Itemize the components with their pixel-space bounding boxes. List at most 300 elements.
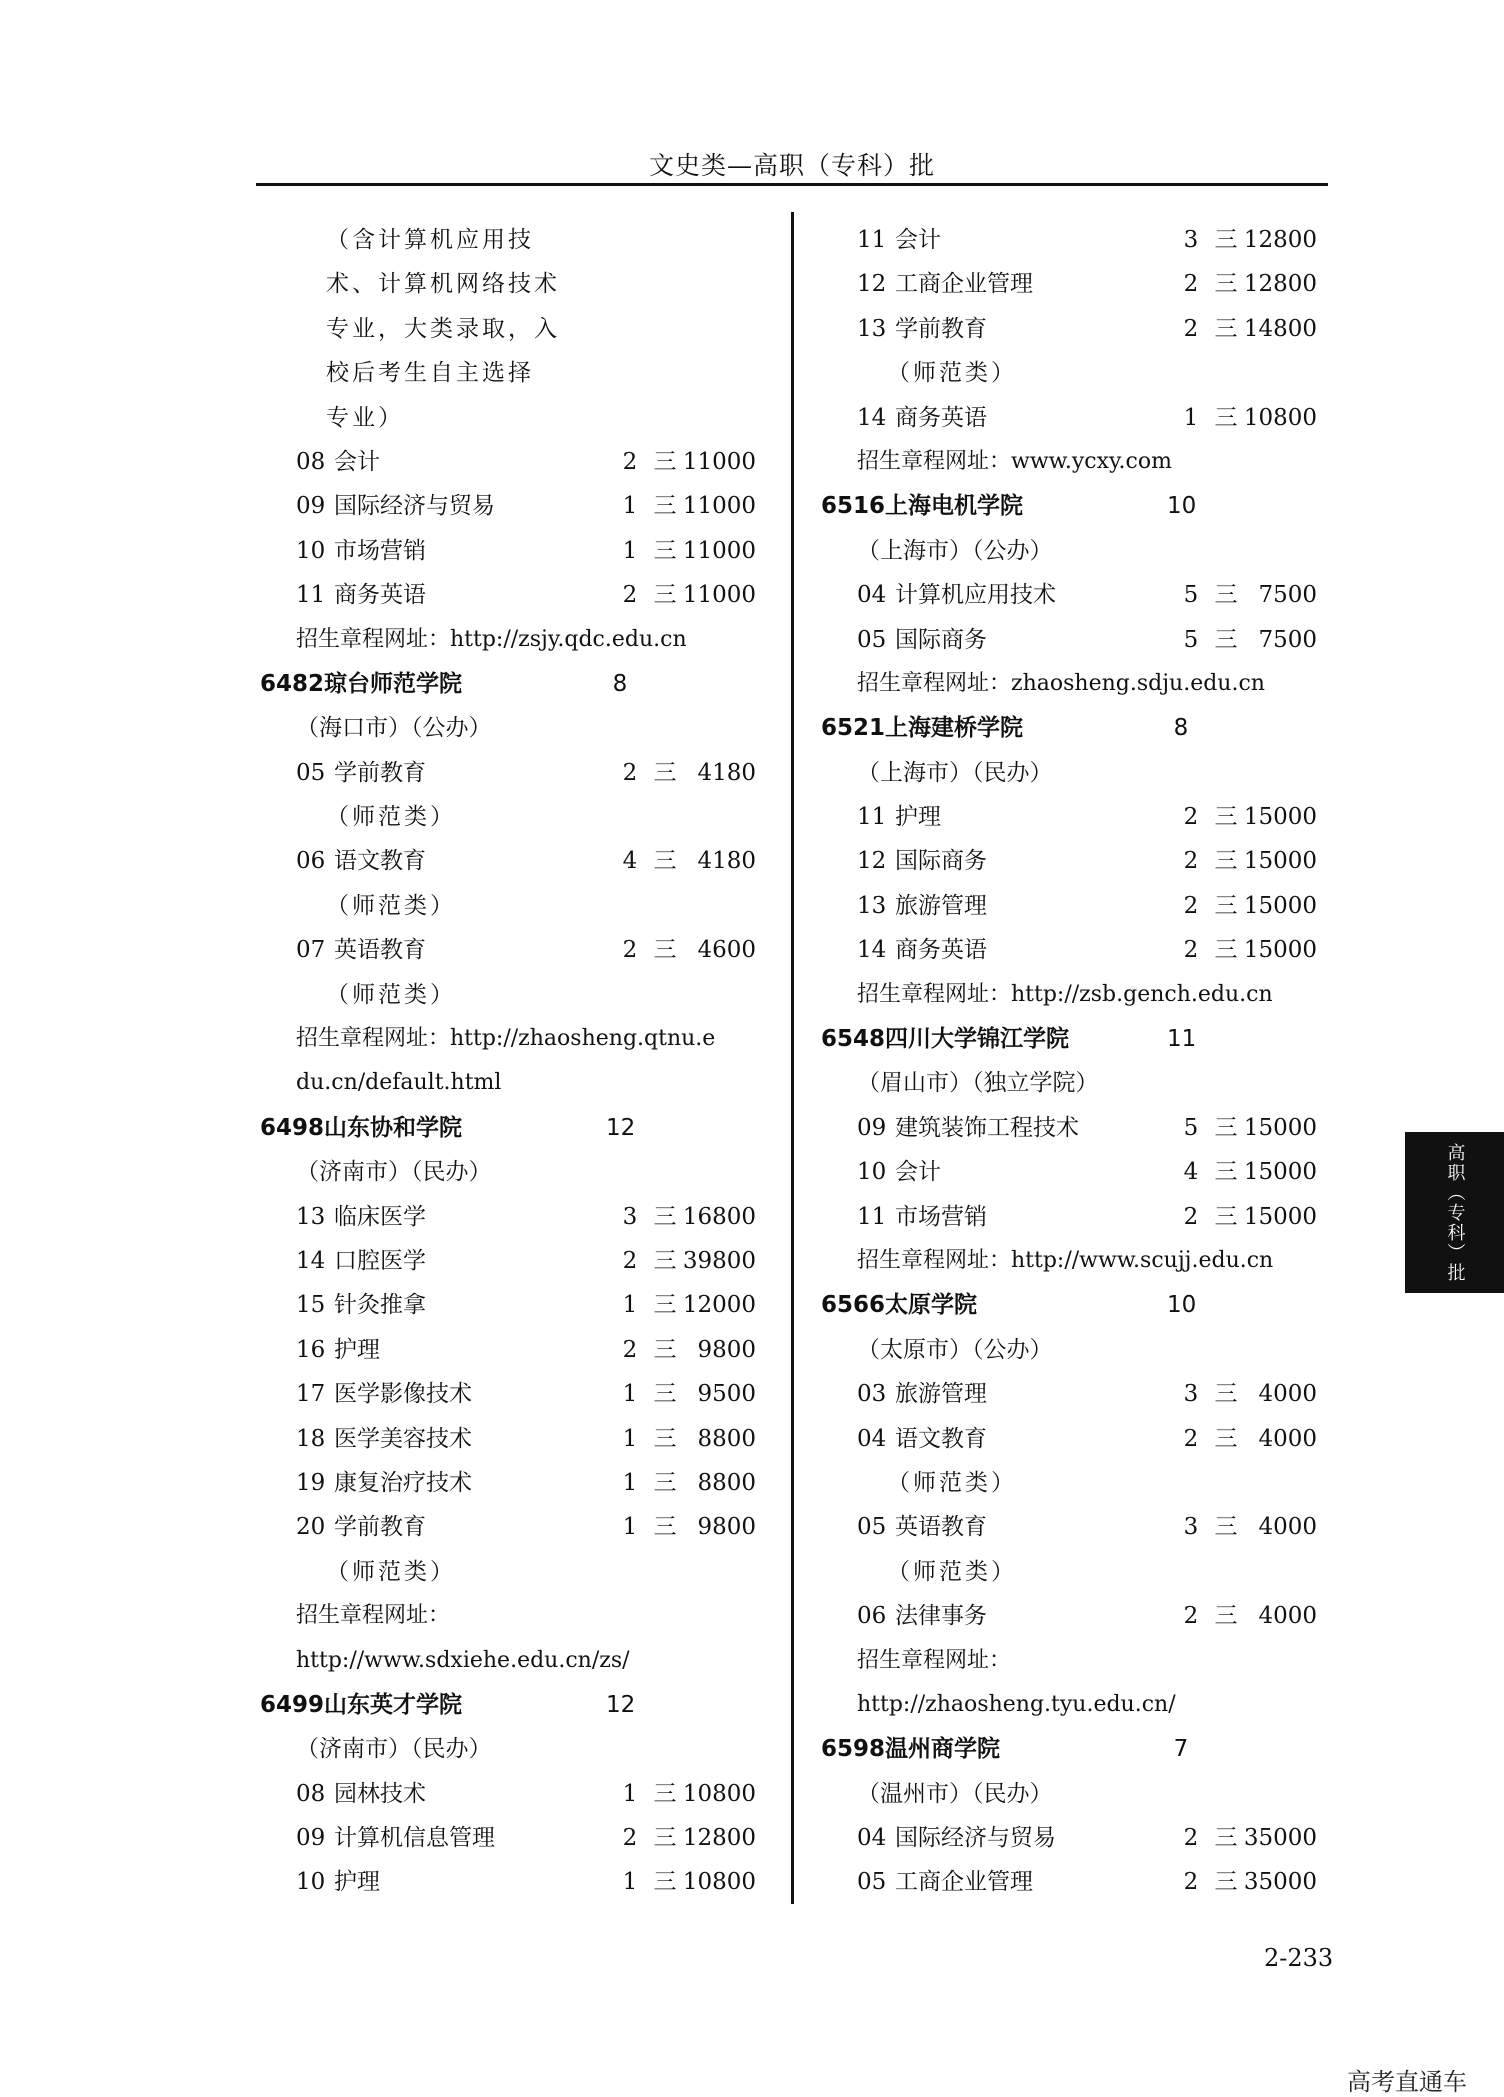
major-note: [817, 351, 1357, 395]
tuition-fee: 12800: [682, 1825, 756, 1852]
institution-location: [817, 751, 1357, 795]
major-row: [817, 218, 1357, 262]
tuition-fee: 12800: [1243, 227, 1317, 253]
major-code: 05: [857, 626, 887, 653]
plan-count: 1: [622, 1780, 638, 1807]
institution-location: [817, 1772, 1357, 1816]
study-years: 三: [1214, 271, 1238, 298]
tuition-fee: 15000: [1243, 1114, 1317, 1141]
major-code: 08: [296, 448, 326, 475]
study-years: 三: [1214, 892, 1238, 919]
institution-code: 6521: [821, 715, 886, 742]
major-note: [256, 218, 796, 262]
major-row: [817, 618, 1357, 662]
institution-location: [817, 1061, 1357, 1105]
institution-code: 6498: [260, 1114, 325, 1141]
major-note: [256, 351, 796, 395]
institution-row: [817, 484, 1357, 528]
major-code: 10: [296, 1869, 326, 1896]
major-note: [256, 795, 796, 839]
study-years: 三: [653, 848, 677, 875]
study-years: 三: [653, 1292, 677, 1319]
major-code: 16: [296, 1336, 326, 1363]
major-row: [256, 573, 796, 617]
study-years: 三: [653, 1381, 677, 1408]
major-name: 计算机信息管理: [334, 1825, 495, 1852]
page-number: 2-233: [1264, 1944, 1334, 1972]
study-years: 三: [1214, 804, 1238, 831]
institution-name: 山东协和学院: [324, 1114, 462, 1141]
major-row: [256, 839, 796, 883]
note-text: （师范类）: [887, 360, 1017, 387]
admissions-url: [817, 1683, 1357, 1727]
note-text: （含计算机应用技: [326, 227, 534, 253]
major-row: [817, 1594, 1357, 1638]
institution-row: [256, 662, 796, 706]
major-code: 08: [296, 1780, 326, 1807]
major-name: 医学影像技术: [334, 1381, 472, 1408]
note-text: （师范类）: [326, 892, 456, 919]
major-name: 语文教育: [895, 1425, 987, 1452]
note-text: （师范类）: [887, 1469, 1017, 1496]
major-code: 04: [857, 1425, 887, 1452]
institution-code: 6516: [821, 493, 886, 520]
major-name: 商务英语: [334, 582, 426, 609]
admissions-url: [256, 1594, 796, 1638]
plan-count: 1: [622, 537, 638, 564]
major-row: [817, 1195, 1357, 1239]
study-years: 三: [1214, 1203, 1238, 1230]
institution-code: 6499: [260, 1691, 325, 1718]
major-note: [256, 1550, 796, 1594]
plan-count: 2: [622, 1825, 638, 1852]
major-row: [256, 440, 796, 484]
major-row: [256, 1239, 796, 1283]
url-text: 招生章程网址：www.ycxy.com: [857, 448, 1172, 474]
study-years: 三: [653, 1825, 677, 1852]
major-name: 会计: [895, 227, 941, 253]
location-text: （太原市）（公办）: [857, 1336, 1053, 1363]
study-years: 三: [1214, 937, 1238, 964]
institution-plan: 8: [1173, 715, 1189, 742]
major-name: 商务英语: [895, 937, 987, 964]
major-code: 10: [296, 537, 326, 564]
plan-count: 3: [1183, 1381, 1199, 1408]
note-text: 专业）: [326, 404, 404, 431]
major-code: 04: [857, 582, 887, 609]
tuition-fee: 35000: [1243, 1869, 1317, 1896]
tuition-fee: 15000: [1243, 1159, 1317, 1186]
major-code: 04: [857, 1825, 887, 1852]
major-name: 护理: [334, 1869, 380, 1896]
major-name: 英语教育: [895, 1514, 987, 1541]
tuition-fee: 4600: [697, 937, 756, 964]
tuition-fee: 39800: [682, 1247, 756, 1274]
study-years: 三: [1214, 227, 1238, 253]
tuition-fee: 14800: [1243, 315, 1317, 342]
major-code: 19: [296, 1469, 326, 1496]
right-column: [817, 218, 1357, 1905]
section-side-tab: 高职（专科）批: [1405, 1132, 1504, 1293]
location-text: （温州市）（民办）: [857, 1780, 1053, 1807]
tuition-fee: 15000: [1243, 892, 1317, 919]
tuition-fee: 7500: [1258, 582, 1317, 609]
major-row: [817, 1816, 1357, 1860]
study-years: 三: [653, 1425, 677, 1452]
tuition-fee: 15000: [1243, 937, 1317, 964]
url-text: 招生章程网址：: [857, 1647, 1012, 1673]
major-name: 工商企业管理: [895, 271, 1033, 298]
admissions-url: [256, 618, 796, 662]
institution-location: [817, 1328, 1357, 1372]
institution-row: [817, 1727, 1357, 1771]
tuition-fee: 4000: [1258, 1425, 1317, 1452]
institution-plan: 12: [606, 1691, 636, 1718]
institution-name: 上海电机学院: [885, 493, 1023, 520]
plan-count: 2: [1183, 1603, 1199, 1630]
plan-count: 2: [1183, 315, 1199, 342]
major-code: 18: [296, 1425, 326, 1452]
major-row: [256, 1772, 796, 1816]
study-years: 三: [1214, 1869, 1238, 1896]
institution-row: [256, 1683, 796, 1727]
tuition-fee: 9800: [697, 1336, 756, 1363]
major-row: [256, 1283, 796, 1327]
plan-count: 1: [622, 1381, 638, 1408]
study-years: 三: [653, 1469, 677, 1496]
institution-row: [817, 1017, 1357, 1061]
study-years: 三: [653, 937, 677, 964]
major-code: 11: [857, 804, 887, 831]
plan-count: 1: [622, 1425, 638, 1452]
tuition-fee: 15000: [1243, 848, 1317, 875]
major-code: 06: [857, 1603, 887, 1630]
institution-plan: 10: [1167, 1292, 1197, 1319]
major-code: 11: [857, 227, 887, 253]
left-column: [256, 218, 796, 1905]
plan-count: 2: [1183, 892, 1199, 919]
major-row: [256, 1372, 796, 1416]
institution-name: 四川大学锦江学院: [885, 1026, 1069, 1053]
major-name: 学前教育: [334, 759, 426, 786]
major-row: [817, 573, 1357, 617]
plan-count: 2: [622, 1247, 638, 1274]
institution-name: 山东英才学院: [324, 1691, 462, 1718]
url-text: 招生章程网址：http://zsb.gench.edu.cn: [857, 981, 1273, 1007]
major-note: [256, 973, 796, 1017]
major-code: 05: [857, 1869, 887, 1896]
study-years: 三: [653, 1514, 677, 1541]
admissions-url: [817, 662, 1357, 706]
location-text: （眉山市）（独立学院）: [857, 1070, 1099, 1097]
tuition-fee: 15000: [1243, 804, 1317, 831]
institution-code: 6482: [260, 670, 325, 697]
major-name: 英语教育: [334, 937, 426, 964]
header-rule: [256, 183, 1328, 186]
plan-count: 2: [1183, 1425, 1199, 1452]
major-name: 建筑装饰工程技术: [895, 1114, 1079, 1141]
tuition-fee: 7500: [1258, 626, 1317, 653]
major-row: [256, 1328, 796, 1372]
major-row: [817, 1106, 1357, 1150]
major-name: 针灸推拿: [334, 1292, 426, 1319]
study-years: 三: [653, 582, 677, 609]
tuition-fee: 15000: [1243, 1203, 1317, 1230]
institution-row: [817, 1283, 1357, 1327]
study-years: 三: [653, 759, 677, 786]
tuition-fee: 10800: [682, 1780, 756, 1807]
admissions-url: [256, 1061, 796, 1105]
location-text: （济南市）（民办）: [296, 1736, 492, 1763]
plan-count: 2: [622, 759, 638, 786]
major-code: 12: [857, 848, 887, 875]
plan-count: 1: [1183, 404, 1199, 431]
note-text: （师范类）: [887, 1558, 1017, 1585]
institution-plan: 12: [606, 1114, 636, 1141]
institution-name: 太原学院: [885, 1292, 977, 1319]
study-years: 三: [653, 1247, 677, 1274]
major-code: 09: [296, 493, 326, 520]
plan-count: 2: [622, 582, 638, 609]
major-code: 09: [857, 1114, 887, 1141]
study-years: 三: [653, 493, 677, 520]
major-code: 17: [296, 1381, 326, 1408]
plan-count: 2: [1183, 848, 1199, 875]
study-years: 三: [653, 537, 677, 564]
tuition-fee: 4000: [1258, 1603, 1317, 1630]
institution-plan: 10: [1167, 493, 1197, 520]
plan-count: 2: [1183, 937, 1199, 964]
url-text: 招生章程网址：: [296, 1603, 451, 1629]
major-row: [817, 1860, 1357, 1904]
location-text: （上海市）（民办）: [857, 759, 1053, 786]
major-note: [256, 396, 796, 440]
note-text: （师范类）: [326, 804, 456, 831]
major-note: [817, 1461, 1357, 1505]
major-name: 园林技术: [334, 1780, 426, 1807]
major-code: 03: [857, 1381, 887, 1408]
url-text: http://www.sdxiehe.edu.cn/zs/: [296, 1647, 630, 1673]
plan-count: 5: [1183, 582, 1199, 609]
major-row: [817, 1505, 1357, 1549]
major-name: 市场营销: [895, 1203, 987, 1230]
study-years: 三: [653, 1336, 677, 1363]
major-row: [817, 307, 1357, 351]
study-years: 三: [653, 1203, 677, 1230]
watermark: 高考直通车: [1347, 2068, 1467, 2096]
major-name: 会计: [895, 1159, 941, 1186]
major-name: 语文教育: [334, 848, 426, 875]
institution-location: [256, 1727, 796, 1771]
major-name: 国际经济与贸易: [334, 493, 495, 520]
major-name: 旅游管理: [895, 892, 987, 919]
major-code: 11: [296, 582, 326, 609]
study-years: 三: [1214, 1159, 1238, 1186]
study-years: 三: [1214, 315, 1238, 342]
url-text: du.cn/default.html: [296, 1070, 502, 1096]
tuition-fee: 4180: [697, 759, 756, 786]
institution-row: [817, 706, 1357, 750]
major-name: 康复治疗技术: [334, 1469, 472, 1496]
tuition-fee: 9800: [697, 1514, 756, 1541]
study-years: 三: [1214, 1114, 1238, 1141]
major-code: 05: [857, 1514, 887, 1541]
admissions-url: [817, 1639, 1357, 1683]
study-years: 三: [1214, 848, 1238, 875]
institution-code: 6548: [821, 1026, 886, 1053]
major-name: 会计: [334, 448, 380, 475]
major-code: 06: [296, 848, 326, 875]
note-text: 术、计算机网络技术: [326, 271, 560, 298]
url-text: http://zhaosheng.tyu.edu.cn/: [857, 1691, 1176, 1717]
major-name: 工商企业管理: [895, 1869, 1033, 1896]
major-row: [817, 795, 1357, 839]
admissions-url: [817, 1239, 1357, 1283]
major-note: [256, 307, 796, 351]
major-row: [817, 1372, 1357, 1416]
major-code: 12: [857, 271, 887, 298]
major-row: [817, 884, 1357, 928]
institution-code: 6566: [821, 1292, 886, 1319]
location-text: （济南市）（民办）: [296, 1159, 492, 1186]
major-name: 口腔医学: [334, 1247, 426, 1274]
study-years: 三: [1214, 1514, 1238, 1541]
institution-plan: 11: [1167, 1026, 1197, 1053]
admissions-url: [256, 1639, 796, 1683]
major-code: 05: [296, 759, 326, 786]
note-text: 专业，大类录取，入: [326, 315, 560, 342]
major-row: [817, 1150, 1357, 1194]
institution-name: 上海建桥学院: [885, 715, 1023, 742]
study-years: 三: [1214, 1425, 1238, 1452]
plan-count: 2: [1183, 271, 1199, 298]
page-header-title: 文史类—高职（专科）批: [648, 151, 935, 180]
institution-plan: 8: [612, 670, 628, 697]
tuition-fee: 10800: [1243, 404, 1317, 431]
url-text: 招生章程网址：zhaosheng.sdju.edu.cn: [857, 670, 1265, 696]
major-note: [256, 884, 796, 928]
major-note: [817, 1550, 1357, 1594]
major-row: [817, 396, 1357, 440]
major-code: 15: [296, 1292, 326, 1319]
major-name: 国际商务: [895, 626, 987, 653]
institution-row: [256, 1106, 796, 1150]
major-name: 法律事务: [895, 1603, 987, 1630]
major-name: 护理: [334, 1336, 380, 1363]
major-name: 商务英语: [895, 404, 987, 431]
admissions-url: [817, 973, 1357, 1017]
plan-count: 1: [622, 1514, 638, 1541]
major-row: [256, 928, 796, 972]
study-years: 三: [1214, 1825, 1238, 1852]
study-years: 三: [1214, 1381, 1238, 1408]
location-text: （上海市）（公办）: [857, 537, 1053, 564]
url-text: 招生章程网址：http://zsjy.qdc.edu.cn: [296, 626, 687, 652]
tuition-fee: 12000: [682, 1292, 756, 1319]
plan-count: 3: [1183, 1514, 1199, 1541]
major-row: [256, 1505, 796, 1549]
major-row: [817, 1417, 1357, 1461]
plan-count: 2: [622, 937, 638, 964]
tuition-fee: 11000: [682, 582, 756, 609]
study-years: 三: [1214, 1603, 1238, 1630]
institution-name: 琼台师范学院: [324, 670, 462, 697]
plan-count: 1: [622, 1869, 638, 1896]
plan-count: 1: [622, 493, 638, 520]
major-code: 13: [857, 892, 887, 919]
tuition-fee: 12800: [1243, 271, 1317, 298]
major-name: 市场营销: [334, 537, 426, 564]
major-name: 计算机应用技术: [895, 582, 1056, 609]
major-code: 13: [296, 1203, 326, 1230]
plan-count: 2: [622, 448, 638, 475]
major-row: [817, 928, 1357, 972]
plan-count: 3: [622, 1203, 638, 1230]
admissions-url: [256, 1017, 796, 1061]
institution-code: 6598: [821, 1736, 886, 1763]
tuition-fee: 4000: [1258, 1381, 1317, 1408]
major-name: 医学美容技术: [334, 1425, 472, 1452]
note-text: 校后考生自主选择: [326, 360, 534, 387]
major-name: 国际经济与贸易: [895, 1825, 1056, 1852]
major-name: 护理: [895, 804, 941, 831]
major-code: 07: [296, 937, 326, 964]
note-text: （师范类）: [326, 981, 456, 1008]
note-text: （师范类）: [326, 1558, 456, 1585]
study-years: 三: [653, 1780, 677, 1807]
tuition-fee: 10800: [682, 1869, 756, 1896]
major-name: 学前教育: [895, 315, 987, 342]
major-row: [256, 529, 796, 573]
study-years: 三: [1214, 582, 1238, 609]
major-code: 09: [296, 1825, 326, 1852]
study-years: 三: [1214, 404, 1238, 431]
major-row: [817, 262, 1357, 306]
study-years: 三: [1214, 626, 1238, 653]
location-text: （海口市）（公办）: [296, 715, 492, 742]
major-code: 13: [857, 315, 887, 342]
plan-count: 1: [622, 1469, 638, 1496]
major-row: [256, 1816, 796, 1860]
plan-count: 1: [622, 1292, 638, 1319]
institution-name: 温州商学院: [885, 1736, 1000, 1763]
url-text: 招生章程网址：http://www.scujj.edu.cn: [857, 1247, 1274, 1273]
major-name: 国际商务: [895, 848, 987, 875]
tuition-fee: 8800: [697, 1425, 756, 1452]
major-name: 学前教育: [334, 1514, 426, 1541]
tuition-fee: 8800: [697, 1469, 756, 1496]
major-note: [256, 262, 796, 306]
study-years: 三: [653, 1869, 677, 1896]
url-text: 招生章程网址：http://zhaosheng.qtnu.e: [296, 1026, 716, 1052]
major-name: 旅游管理: [895, 1381, 987, 1408]
major-code: 11: [857, 1203, 887, 1230]
major-row: [256, 484, 796, 528]
major-row: [817, 839, 1357, 883]
plan-count: 2: [1183, 1203, 1199, 1230]
plan-count: 4: [622, 848, 638, 875]
major-code: 10: [857, 1159, 887, 1186]
admissions-url: [817, 440, 1357, 484]
major-row: [256, 1417, 796, 1461]
major-name: 临床医学: [334, 1203, 426, 1230]
tuition-fee: 35000: [1243, 1825, 1317, 1852]
institution-location: [817, 529, 1357, 573]
tuition-fee: 11000: [682, 448, 756, 475]
major-code: 14: [296, 1247, 326, 1274]
major-row: [256, 1195, 796, 1239]
tuition-fee: 9500: [697, 1381, 756, 1408]
